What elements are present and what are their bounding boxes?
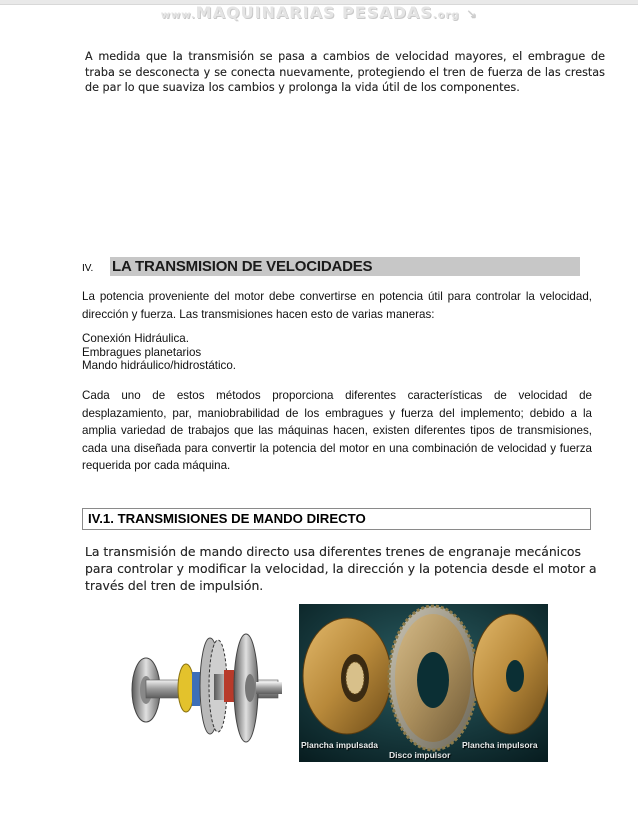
clutch-discs-photo (299, 604, 548, 762)
section-title-bar (110, 257, 580, 276)
caption-disco-impulsor: Disco impulsor (389, 750, 451, 760)
methods-list (82, 332, 592, 373)
watermark-prefix: www. (160, 10, 196, 21)
transmission-assembly-illustration (118, 608, 288, 753)
watermark-main: MAQUINARIAS PESADAS (195, 3, 433, 22)
subsection-title: IV.1. TRANSMISIONES DE MANDO DIRECTO (88, 511, 366, 526)
paragraph-potencia: La potencia proveniente del motor debe convertirse en potencia útil para controlar la velocidad, dirección y fuerza. Las transmisiones hacen esto de varias maneras: (82, 290, 592, 321)
intro-paragraph: A medida que la transmisión se pasa a cambios de velocidad mayores, el embrague de traba se desconecta y se conecta nuevamente, protegiendo el tren de fuerza de las crestas de par lo que suaviza los cambios y prolonga la vida útil de los componentes. (85, 50, 605, 94)
method-item: Embragues planetarios (82, 345, 202, 359)
watermark-suffix: .org (432, 10, 460, 21)
method-item: Mando hidráulico/hidrostático. (82, 359, 237, 372)
section-number: IV. (82, 263, 94, 274)
section-heading (82, 257, 580, 277)
caption-plancha-impulsada: Plancha impulsada (301, 740, 378, 750)
section-title: LA TRANSMISION DE VELOCIDADES (112, 258, 373, 275)
paragraph-metodos: Cada uno de estos métodos proporciona diferentes características de velocidad de desplazamiento, par, maniobrabilidad de los embragues y fuerza del implemento; debido a la amplia variedad de trabajos que las máquinas hacen, existen diferentes tipos de transmisiones, cada una diseñada para convertir la potencia del motor en una combinación de velocidad y fuerza requerida por cada máquina. (82, 389, 592, 472)
watermark (0, 3, 638, 22)
method-item: Conexión Hidráulica. (82, 332, 189, 345)
subsection-heading (82, 508, 591, 530)
caption-plancha-impulsora: Plancha impulsora (462, 740, 538, 750)
cursor-icon: ↘ (466, 7, 478, 21)
paragraph-mando-directo: La transmisión de mando directo usa diferentes trenes de engranaje mecánicos para controlar y modificar la velocidad, la dirección y la potencia desde el motor a través del tren de impulsión. (85, 544, 597, 593)
